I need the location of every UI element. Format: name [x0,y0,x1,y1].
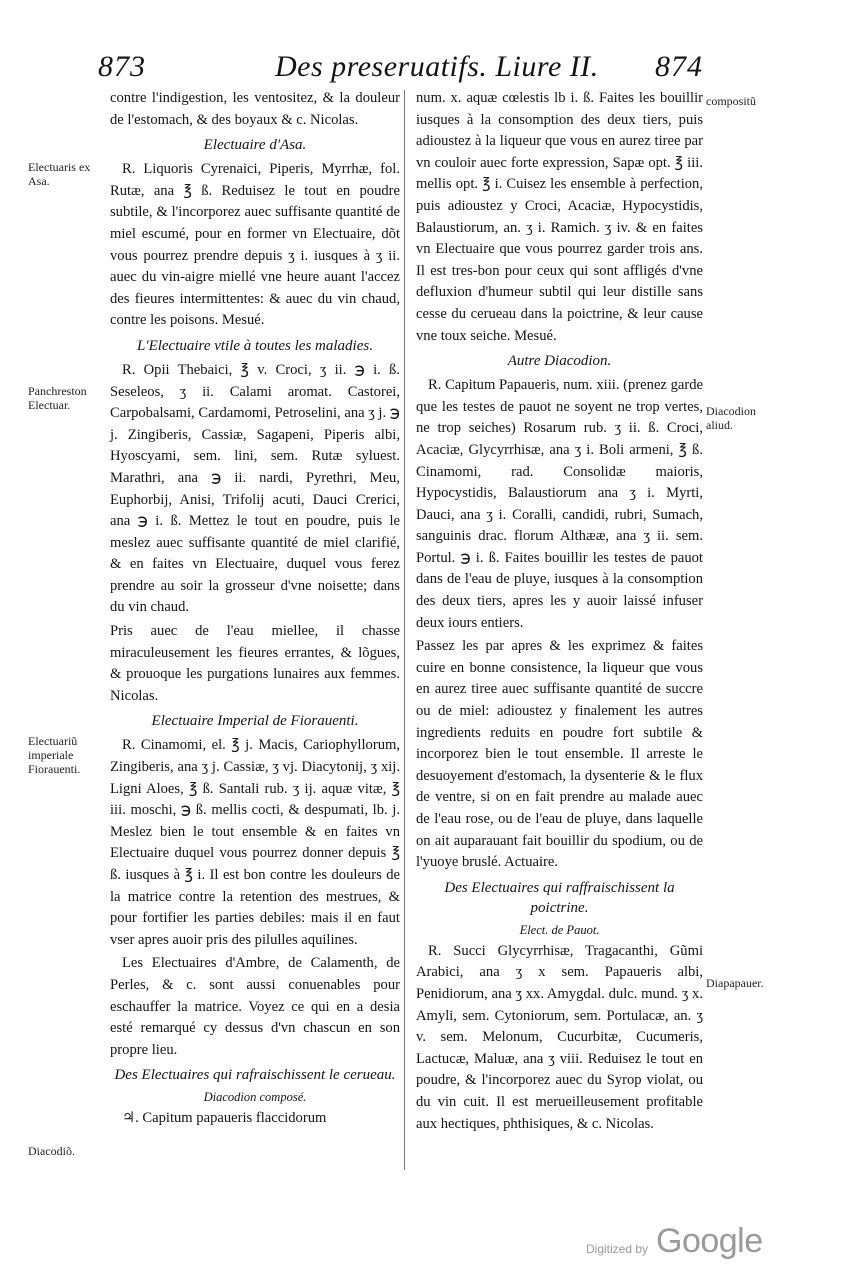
heading-autre-diacodion: Autre Diacodion. [507,353,612,370]
paragraph-intro: contre l'indigestion, les ventositez, & la douleur de l'estomach, & des boyaux & c. Nicolas. [110,90,400,128]
left-column [110,88,400,1132]
column-divider [404,90,405,1170]
page-header [90,46,730,86]
margin-note-diapapauer: Diapapauer. [706,976,764,990]
digitized-by-google-watermark [586,1222,766,1262]
margin-note-imperiale: Electuariũ imperiale Fiorauenti. [28,734,81,776]
margin-note-compositu: compositũ [706,94,756,108]
digitized-label: Digitized by [586,1242,649,1256]
paragraph-utile-recipe: R. Opii Thebaici, ℥ v. Croci, ʒ ii. ℈ i. ß. Seseleos, ʒ ii. Calami aromat. Castorei, Carpobalsami, Cardamomi, Petroselini, ana ʒ j. ℈ j. Zingiberis, Cassiæ, Sagapeni, Piperis albi, Hyoscyami, sem. lini, sem. Rutæ syluest. Marathri, ana ℈ ii. nardi, Pyrethri, Meu, Euphorbij, Anisi, Trifolij acuti, Dauci Crerici, ana ℈ i. ß. Mettez le tout en poudre, puis le meslez auec suffisante quantité de miel clarifié, & en faites vn Electuaire, duquel vous ferez prendre au soir la grosseur d'vne noisette; dans du vin chaud. [110,361,400,616]
heading-electuaire-asa: Electuaire d'Asa. [203,137,307,154]
heading-electuaire-imperial: Electuaire Imperial de Fiorauenti. [151,713,359,730]
subheading-diacodion-compose: Diacodion composé. [203,1090,307,1105]
google-logo-text: Google [656,1222,763,1260]
paragraph-autre-recipe: R. Capitum Papaueris, num. xiii. (prenez garde que les testes de pauot ne soyent ne trop vertes, ne trop seiches) Rosarum rub. ʒ ii. ß. Croci, Acaciæ, Glycyrrhisæ, ana ʒ i. Boli armeni, ℥ ß. Cinamomi, rad. Consolidæ maioris, Hypocystidis, Balaustiorum ana ʒ i. Myrti, Dauci, ana ʒ i. Coralli, candidi, rubri, Sumach, sanguinis drac. florum Althææ, ana ʒ ii. sem. Portul. ℈ i. ß. Faites bouillir les testes de pauot dans de l'eau de pluye, iusques à la consomption des deux tiers, apres les y auoir laissé infuser deux iours entiers. [416,377,703,631]
heading-poictrine: Des Electuaires qui raffraischissent la poictrine. [444,879,675,916]
heading-cerueau: Des Electuaires qui rafraischissent le cerueau. [114,1067,396,1084]
right-column [416,88,703,1137]
paragraph-asa: R. Liquoris Cyrenaici, Piperis, Myrrhæ, fol. Rutæ, ana ℥ ß. Reduisez le tout en poudre subtile, & l'incorporez auec suffisante quantité de miel escumé, pour en former vn Electuaire, dõt vous pourrez prendre depuis ʒ i. iusques à ʒ ii. auec du vin-aigre miellé vne heure auant l'accez des fieures intermittentes: & auec du vin chaud, contre les poisons. Mesué. [110,161,400,329]
paragraph-pauot: R. Succi Glycyrrhisæ, Tragacanthi, Gũmi Arabici, ana ʒ x sem. Papaueris albi, Penidiorum, ana ʒ xx. Amygdal. dulc. mund. ʒ x. Amyli, sem. Cytoniorum, sem. Portulacæ, an. ʒ v. sem. Melonum, Cucurbitæ, Cucumeris, Lactucæ, Maluæ, ana ʒ viii. Reduisez le tout en poudre, & l'incorporez auec du Syrop violat, ou du vin cuit. Il est merueilleusement profitable aux hectiques, phthisiques, & c. Nicolas. [416,942,703,1132]
margin-note-panchreston: Panchreston Electuar. [28,384,87,412]
margin-note-diacodio: Diacodiõ. [28,1144,75,1158]
page-number-left: 873 [98,50,146,83]
paragraph-ambre: Les Electuaires d'Ambre, de Calamenth, de Perles, & c. sont aussi conuenables pour eschauffer la matrice. Voyez ce qui en a desia esté remarqué cy dessus d'vn chascun en son propre lieu. [110,955,400,1058]
running-title: Des preseruatifs. Liure II. [275,50,599,83]
paragraph-imperial: R. Cinamomi, el. ℥ j. Macis, Cariophyllorum, Zingiberis, ana ʒ j. Cassiæ, ʒ vj. Diacytonij, ʒ xij. Ligni Aloes, ℥ ß. Santali rub. ʒ ij. aquæ vitæ, ℥ iii. moschi, ℈ ß. mellis cocti, & despumati, lb. j. Meslez bien le tout ensemble & en faites vn Electuaire duquel vous pourrez donner depuis ℥ ß. iusques à ℥ i. Il est bon contre les douleurs de la matrice contre la retention des mestrues, & pour fortifier les parties debiles: mais il en faut vser apres auoir pris des pilulles aquilines. [110,737,400,948]
margin-note-diacodion-aliud: Diacodion aliud. [706,404,756,432]
margin-note-asa: Electuaris ex Asa. [28,160,91,188]
paragraph-diacodion-start: ♃. Capitum papaueris flaccidorum [122,1110,327,1127]
page-number-right: 874 [655,50,703,83]
paragraph-autre-usage: Passez les par apres & les exprimez & faites cuire en bonne consistence, la liqueur que vous en aurez tiree auec suffisante quantité de succre ou de miel: adioustez y finalement les autres ingredients reduits en poudre fort subtile & incorporez bien le tout ensemble. Il arreste le desuoyement d'estomach, la dysenterie & le flux de ventre, si on en fait prendre au malade auec de l'eau rose, ou de l'eau de pluye, dans laquelle on ait auparauant fait bouillir du spodium, ou de l'yuoye bruslé. Actuaire. [416,638,703,871]
subheading-elect-pauot: Elect. de Pauot. [519,922,600,937]
paragraph-utile-usage: Pris auec de l'eau miellee, il chasse miraculeusement les fieures errantes, & lõgues, & prouoque les purgations lunaires aux femmes. Nicolas. [110,623,400,704]
paragraph-continuation: num. x. aquæ cœlestis lb i. ß. Faites les bouillir iusques à la consomption des deux tiers, puis adioustez à la liqueur que vous en aurez tiree par vn couloir auec forte expression, Sapæ opt. ℥ iii. mellis opt. ℥ i. Cuisez les ensemble à perfection, puis adioustez y Croci, Acaciæ, Hypocystidis, Balaustiorum, an. ʒ i. Ramich. ʒ iv. & en faites vn Electuaire que vous pourrez garder trois ans. Il est tres-bon pour ceux qui sont affligés d'vne defluxion d'humeur subtil qui leur distille sans cesse du cerueau dans la poictrine, & leur cause vne toux seiche. Mesué. [416,90,703,344]
heading-electuaire-utile: L'Electuaire vtile à toutes les maladies. [137,337,373,354]
